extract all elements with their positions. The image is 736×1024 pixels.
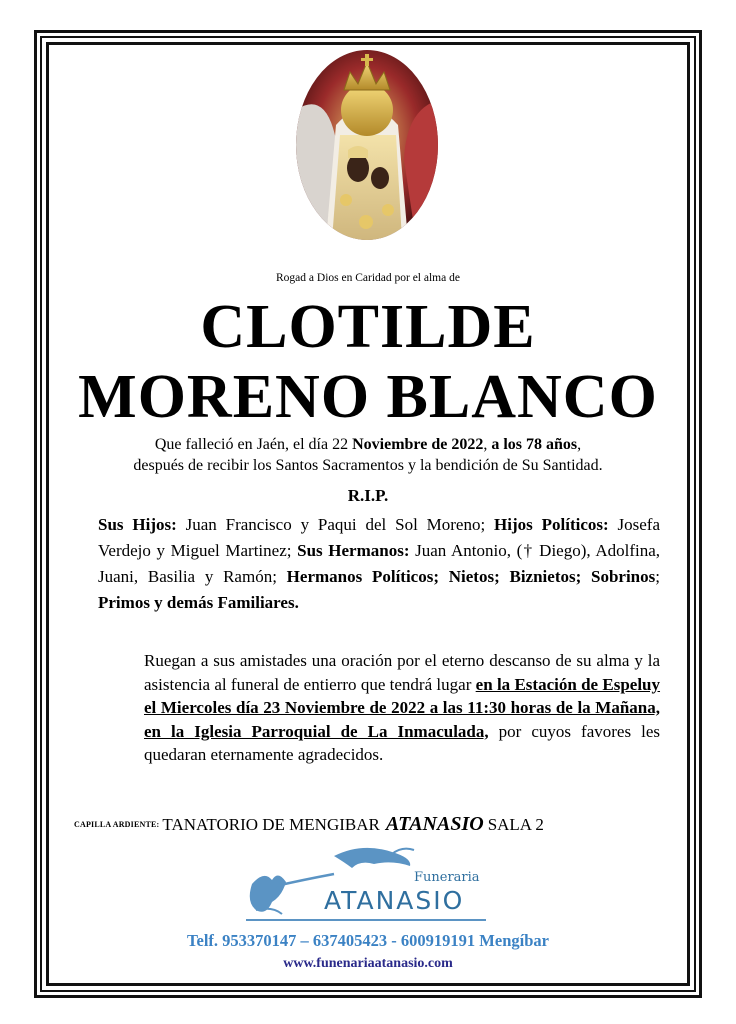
prayer-request: Rogad a Dios en Caridad por el alma de xyxy=(276,272,460,284)
cousins-label: Primos y demás Familiares. xyxy=(98,593,299,612)
logo-atanasio-text: ATANASIO xyxy=(324,886,465,915)
chapel-place: TANATORIO DE MENGIBAR xyxy=(162,814,380,834)
chapel-info xyxy=(74,813,544,836)
chapel-label: CAPILLA ARDIENTE: xyxy=(74,820,160,829)
chapel-brand: ATANASIO xyxy=(385,813,484,835)
family-list: Sus Hijos: Juan Francisco y Paqui del Sol Moreno; Hijos Políticos: Josefa Verdejo y Miguel Martinez; Sus Hermanos: Juan Antonio, († Diego), Adolfina, Juani, Basilia y Ramón; Hermanos Políticos; Nietos; Biznietos; Sobrinos; Primos y demás Familiares. xyxy=(98,515,661,612)
siblings-names: Juan Antonio, († Diego), Adolfina, Juani, Basilia y Ramón; xyxy=(98,541,660,586)
funeral-home-logo xyxy=(242,840,494,926)
children-label: Sus Hijos: xyxy=(98,515,177,534)
in-laws-label: Hijos Políticos: xyxy=(494,515,609,534)
logo-funeraria-text: Funeraria xyxy=(414,870,480,885)
chapel-room: SALA 2 xyxy=(487,814,544,834)
children-names: Juan Francisco y Paqui del Sol Moreno; xyxy=(176,515,495,534)
death-date: Noviembre de 2022 xyxy=(352,436,484,453)
phone-line: Telf. 953370147 – 637405423 - 600919191 Mengíbar xyxy=(187,931,549,950)
sacraments-line: después de recibir los Santos Sacramentos y la bendición de Su Santidad. xyxy=(133,457,603,474)
funeral-invitation: Ruegan a sus amistades una oración por el eterno descanso de su alma y la asistencia al funeral de entierro que tendrá lugar en la Estación de Espeluy el Miercoles día 23 Noviembre de 2022 a las 11:30 horas de la Mañana, en la Iglesia Parroquial de La Inmaculada, por cuyos favores les quedaran eternamente agradecidos. xyxy=(144,651,661,764)
death-notice-line: Que falleció en Jaén, el día 22 Noviembre de 2022, a los 78 años, xyxy=(154,436,582,453)
virgin-image xyxy=(296,50,438,240)
deceased-first-name: CLOTILDE xyxy=(200,293,536,361)
siblings-label: Sus Hermanos: xyxy=(297,541,410,560)
in-laws-names: Josefa Verdejo y Miguel Martinez; xyxy=(98,515,661,560)
age: a los 78 años xyxy=(491,436,578,453)
website-link[interactable]: www.funenariaatanasio.com xyxy=(283,956,453,971)
rip-heading: R.I.P. xyxy=(347,486,389,505)
deceased-surnames: MORENO BLANCO xyxy=(78,363,658,431)
relatives-label: Hermanos Políticos; Nietos; Biznietos; Sobrinos xyxy=(286,567,656,586)
funeral-location: en la Estación de Espeluy el Miercoles día 23 Noviembre de 2022 a las 11:30 horas de la Mañana, en la Iglesia Parroquial de La Inmaculada, xyxy=(144,674,661,741)
